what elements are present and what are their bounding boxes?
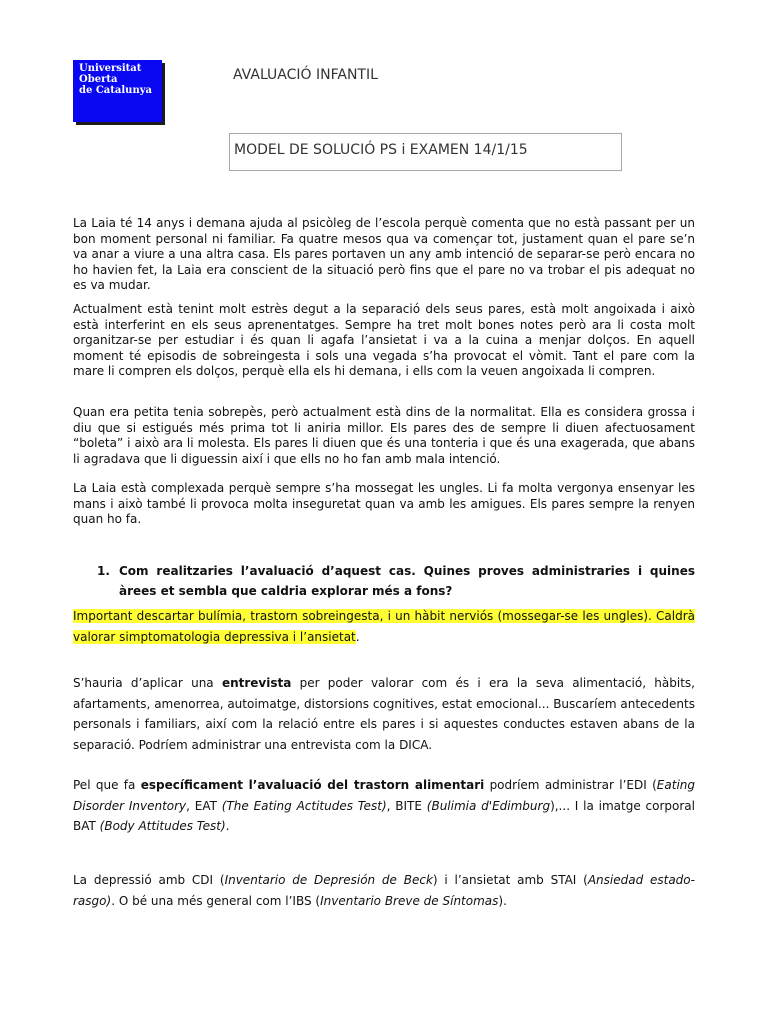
italic-test-bite: (Bulimia d'Edimburg [426, 798, 551, 813]
text-run: S’hauria d’aplicar una [73, 676, 222, 690]
text-run: ) i l’ansietat amb STAI ( [432, 873, 588, 887]
case-paragraph-2: Actualment està tenint molt estrès degut a la separació dels seus pares, està molt angoixada i això està interferint en els seus aprenentatges. Sempre ha tret molt bones notes però ara li costa molt organitzar-se per estudiar i és quan li agafa l’ansietat i va a la cuina a menjar dolços. En aquell moment té episodis de sobreingesta i sols una vegada s’ha provocat el vòmit. Tant el pare com la mare li compren els dolços, perquè ella els hi demana, i ells com la veuen angoixada li compren. [73, 302, 695, 378]
italic-test-stai: Ansiedad estado-rasgo) [73, 873, 695, 908]
answer-paragraph-eating [73, 775, 695, 837]
italic-test-ibs: Inventario Breve de Síntomas [320, 893, 499, 908]
text-run: ). [498, 893, 507, 908]
logo-line-3: de Catalunya [79, 85, 153, 96]
italic-test-eat: (The Eating Actitudes Test) [221, 798, 387, 813]
text-run: La depressió amb CDI ( [73, 873, 225, 887]
uoc-logo [73, 60, 162, 122]
answer-paragraph-interview [73, 673, 695, 755]
text-run: per poder valorar com és i era la seva alimentació, hàbits, afartaments, amenorrea, autoimatge, distorsions cognitives, estat emocional... Buscaríem antecedents personals i familiars, així com la relació entre els pares i si aquestes conductes estaven abans de la separació. Podríem administrar una entrevista com la DICA. [73, 676, 695, 752]
text-run: ),... I la imatge corporal BAT [73, 798, 695, 833]
text-run: . O bé una més general com l’IBS ( [111, 893, 321, 908]
solution-title: MODEL DE SOLUCIÓ PS i EXAMEN 14/1/15 [234, 142, 528, 158]
text-run: Pel que fa [73, 778, 141, 792]
text-run: , BITE [386, 798, 427, 813]
case-paragraph-4: La Laia està complexada perquè sempre s’ha mossegat les ungles. Li fa molta vergonya ensenyar les mans i això també li provoca molta inseguretat quan va amb les amigues. Els pares sempre la renyen quan ho fa. [73, 481, 695, 526]
bold-term-interview: entrevista [221, 676, 292, 690]
page-title: AVALUACIÓ INFANTIL [233, 67, 378, 83]
text-run: . [225, 819, 230, 833]
solution-title-box [229, 133, 622, 171]
highlighted-text: Important descartar bulímia, trastorn sobreingesta, i un hàbit nerviós (mossegar-se les ungles). Caldrà valorar simptomatologia depressiva i l’ansietat [73, 609, 695, 644]
case-paragraph-1: La Laia té 14 anys i demana ajuda al psicòleg de l’escola perquè comenta que no està passant per un bon moment personal ni familiar. Fa quatre mesos qua va començar tot, justament quan el pare se’n va anar a viure a una altra casa. Els pares portaven un any amb intenció de separar-se però encara no ho havien fet, la Laia era conscient de la situació però fins que el pare no va trobar el pis adequat no es va mudar. [73, 216, 695, 292]
answer-paragraph-depression [73, 870, 695, 911]
bold-term-eating-assessment: específicament l’avaluació del trastorn alimentari [140, 778, 485, 792]
question-1 [73, 561, 695, 601]
logo-line-2: Oberta [79, 74, 118, 85]
logo-line-1: Universitat [79, 63, 142, 74]
italic-test-cdi: Inventario de Depresión de Beck [224, 873, 433, 887]
question-text: Com realitzaries l’avaluació d’aquest cas. Quines proves administraries i quines àrees et sembla que caldria explorar més a fons? [119, 564, 695, 598]
italic-test-edi: Eating Disorder Inventory [73, 778, 695, 813]
case-paragraph-3: Quan era petita tenia sobrepès, però actualment està dins de la normalitat. Ella es considera grossa i diu que si estigués més prima tot li aniria millor. Els pares des de sempre li diuen afectuosament “boleta” i això ara li molesta. Els pares li diuen que és una tonteria i que és una exagerada, que abans li agradava que li diguessin així i que ells no ho fan amb mala intenció. [73, 405, 695, 466]
text-run: , EAT [186, 798, 222, 813]
italic-test-bat: (Body Attitudes Test) [99, 819, 226, 833]
question-number: 1. [97, 564, 110, 578]
answer-highlight [73, 606, 695, 647]
highlight-suffix: . [355, 629, 360, 644]
text-run: podríem administrar l’EDI ( [484, 778, 657, 792]
